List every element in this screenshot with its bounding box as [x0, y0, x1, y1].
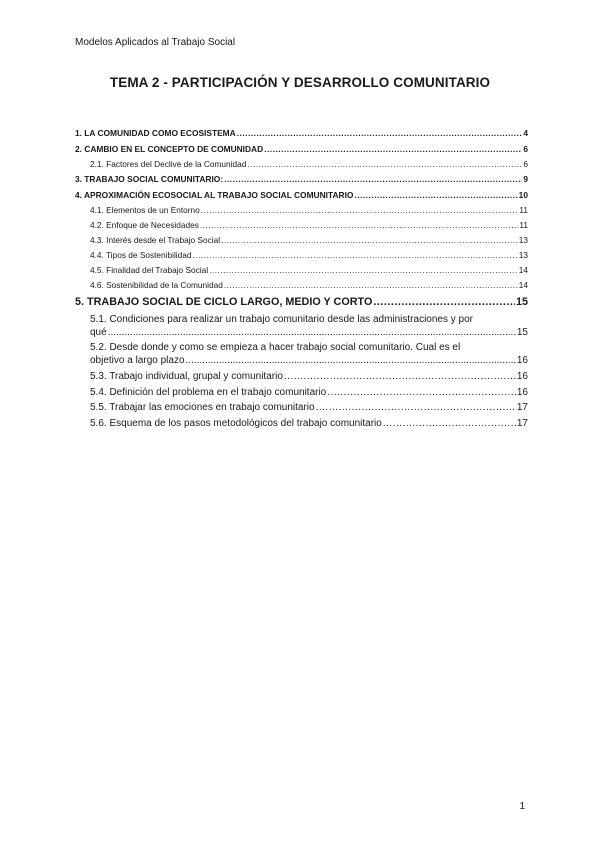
- toc-leader-dots: [201, 203, 519, 218]
- page-number: 1: [519, 801, 525, 812]
- toc-entry-page: 16: [516, 386, 528, 398]
- toc-leader-dots: [247, 157, 522, 172]
- toc-entry-title: 4.4. Tipos de Sostenibilidad: [90, 250, 192, 260]
- toc-entry-4-3[interactable]: [75, 233, 528, 248]
- toc-leader-dots: [373, 294, 515, 311]
- toc-entry-5-4[interactable]: [75, 385, 528, 401]
- toc-entry-5-2[interactable]: [75, 341, 528, 367]
- toc-entry-page: 15: [516, 327, 528, 338]
- toc-entry-title-line1: 5.1. Condiciones para realizar un trabajo comunitario desde las administraciones y por: [90, 314, 473, 325]
- toc-entry-title: 4. APROXIMACIÓN ECOSOCIAL AL TRABAJO SOCIAL COMUNITARIO: [75, 189, 354, 200]
- toc-entry-page: 10: [518, 189, 528, 200]
- toc-entry-page: 13: [518, 235, 528, 245]
- toc-leader-dots: [108, 326, 516, 339]
- toc-leader-dots: [221, 233, 518, 248]
- toc-entry-page: 11: [519, 220, 528, 230]
- toc-leader-dots: [284, 369, 516, 385]
- toc-entry-4-6[interactable]: [75, 278, 528, 293]
- toc-entry-title: 1. LA COMUNIDAD COMO ECOSISTEMA: [75, 128, 236, 138]
- toc-entry-4-4[interactable]: [75, 248, 528, 263]
- toc-entry-page: 16: [516, 371, 528, 382]
- toc-entry-page: 11: [519, 205, 528, 215]
- toc-entry-3[interactable]: [75, 172, 528, 188]
- toc-entry-2[interactable]: [75, 142, 528, 158]
- toc-leader-dots: [383, 416, 516, 432]
- toc-entry-4-5[interactable]: [75, 263, 528, 278]
- toc-entry-title: 4.5. Finalidad del Trabajo Social: [90, 265, 209, 275]
- toc-entry-title: 5.4. Definición del problema en el trabajo comunitario: [90, 386, 327, 398]
- toc-leader-dots: [224, 278, 518, 293]
- toc-entry-title: 5.6. Esquema de los pasos metodológicos del trabajo comunitario: [90, 417, 382, 429]
- toc-leader-dots: [224, 172, 522, 188]
- toc-leader-dots: [237, 126, 523, 142]
- toc-entry-5[interactable]: [75, 294, 528, 311]
- toc-entry-title: 4.3. Interés desde el Trabajo Social: [90, 235, 221, 245]
- toc-entry-4-1[interactable]: [75, 203, 528, 218]
- toc-entry-title: 2. CAMBIO EN EL CONCEPTO DE COMUNIDAD: [75, 143, 264, 154]
- toc-entry-title: 5.3. Trabajo individual, grupal y comunitario: [90, 371, 283, 382]
- toc-entry-page: 17: [516, 417, 528, 429]
- toc-entry-page: 14: [518, 265, 528, 275]
- toc-entry-page: 14: [518, 280, 528, 290]
- page-title: TEMA 2 - PARTICIPACIÓN Y DESARROLLO COMUNITARIO: [109, 75, 491, 90]
- toc-entry-5-3[interactable]: [75, 369, 528, 385]
- toc-entry-4[interactable]: [75, 188, 528, 204]
- toc-entry-5-1[interactable]: [75, 313, 528, 339]
- toc-leader-dots: [327, 385, 516, 401]
- toc-entry-title: 4.2. Enfoque de Necesidades: [90, 220, 199, 230]
- running-header: Modelos Aplicados al Trabajo Social: [75, 37, 236, 48]
- toc-entry-4-2[interactable]: [75, 218, 528, 233]
- toc-entry-title: 4.1. Elementos de un Entorno: [90, 205, 200, 215]
- toc-entry-page: 4: [523, 128, 528, 138]
- toc-leader-dots: [192, 248, 517, 263]
- toc-leader-dots: [186, 354, 516, 367]
- toc-entry-5-6[interactable]: [75, 416, 528, 432]
- toc-entry-page: 6: [523, 159, 528, 169]
- toc-leader-dots: [316, 400, 516, 416]
- toc-entry-5-5[interactable]: [75, 400, 528, 416]
- toc-leader-dots: [209, 263, 518, 278]
- toc-entry-2-1[interactable]: [75, 157, 528, 172]
- toc-entry-title: 5. TRABAJO SOCIAL DE CICLO LARGO, MEDIO Y CORTO: [75, 296, 373, 308]
- toc-entry-page: 17: [516, 402, 528, 413]
- toc-entry-page: 9: [523, 174, 528, 184]
- toc-entry-title-line2: objetivo a largo plazo: [90, 355, 185, 366]
- toc-entry-title: 4.6. Sostenibilidad de la Comunidad: [90, 280, 223, 290]
- toc-entry-page: 13: [518, 250, 528, 260]
- toc-entry-page: 15: [515, 296, 528, 308]
- toc-leader-dots: [264, 142, 522, 158]
- toc-entry-1[interactable]: [75, 126, 528, 142]
- toc-entry-page: 16: [516, 355, 528, 366]
- table-of-contents: [75, 126, 528, 431]
- toc-entry-title: 5.5. Trabajar las emociones en trabajo comunitario: [90, 402, 315, 413]
- toc-entry-title: 3. TRABAJO SOCIAL COMUNITARIO:: [75, 174, 224, 184]
- toc-leader-dots: [200, 218, 519, 233]
- toc-entry-title-line1: 5.2. Desde donde y como se empieza a hacer trabajo social comunitario. Cual es el: [90, 342, 461, 353]
- toc-entry-title: 2.1. Factores del Declive de la Comunidad: [90, 159, 247, 169]
- toc-entry-title-line2: qué: [90, 327, 107, 338]
- toc-leader-dots: [354, 188, 517, 204]
- toc-entry-page: 6: [523, 143, 528, 154]
